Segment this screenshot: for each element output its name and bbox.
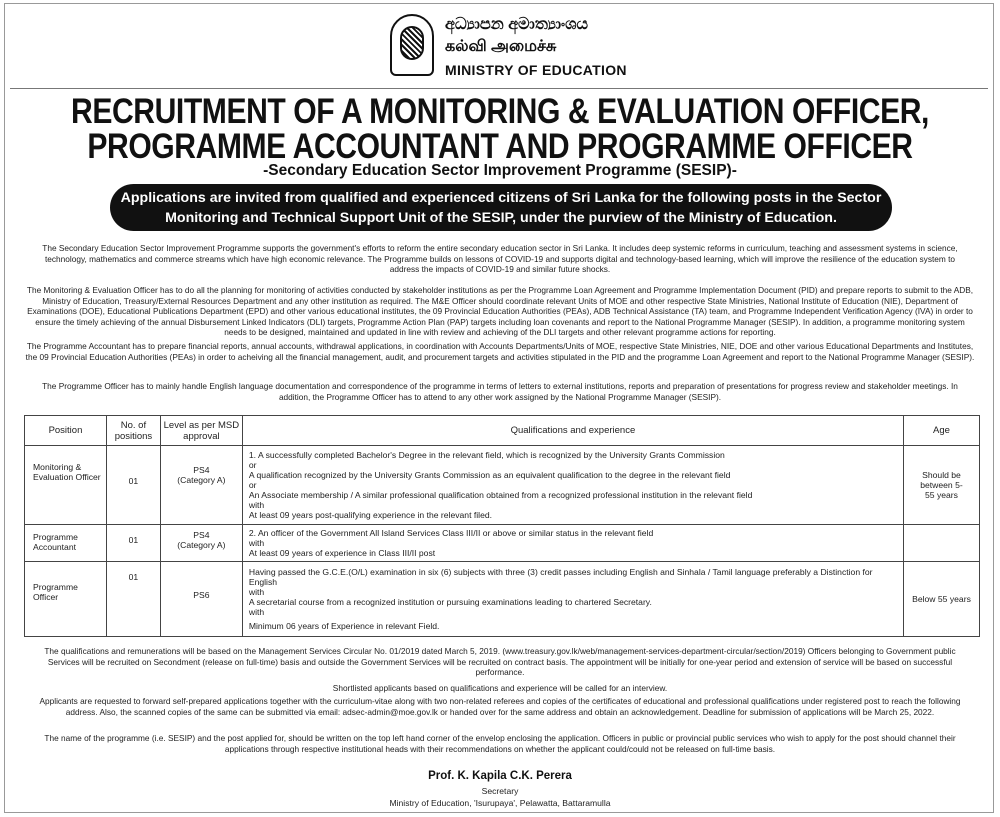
count-cell: 01 bbox=[106, 446, 160, 525]
positions-table bbox=[24, 415, 980, 637]
footer-paragraph-2: Shortlisted applicants based on qualifications and experience will be called for an interview. bbox=[332, 683, 668, 693]
count-cell: 01 bbox=[106, 562, 160, 637]
emblem-logo-icon bbox=[390, 14, 434, 76]
qualification-line: or bbox=[248, 460, 257, 470]
level-cell bbox=[160, 562, 242, 637]
level-cell bbox=[160, 525, 242, 562]
qualification-line: with bbox=[248, 587, 265, 597]
level-category: (Category A) bbox=[177, 475, 226, 485]
age-cell: Below 55 years bbox=[903, 562, 979, 637]
qualification-line: 2. An officer of the Government All Island Services Class III/II or above or similar status in the relevant field bbox=[248, 528, 654, 538]
qualification-line: 1. A successfully completed Bachelor's Degree in the relevant field, which is recognized by the University Grants Commission bbox=[248, 450, 725, 460]
qualifications-cell bbox=[242, 525, 903, 562]
header-age: Age bbox=[903, 416, 979, 446]
position-cell: Programme Officer bbox=[25, 562, 107, 637]
intro-paragraph-1: The Secondary Education Sector Improvement Programme supports the government's efforts to reform the entire secondary education sector in Sri Lanka. It includes deep systemic reforms in curriculum, teaching and assessment systems in science, technology, mathematics and commerce streams which have high economic relevance. The Programme builds on lessons of COVID-19 and supports digital and technology-based learning, which will improve the resilience of the education system to address the impacts of COVID-19 and similar future shocks. bbox=[42, 243, 958, 275]
footer-paragraph-4: The name of the programme (i.e. SESIP) and the post applied for, should be written on the top left hand corner of the envelop enclosing the application. Officers in public or provincial public services who wish to apply for the post should channel their applications through respective institutional heads with their recommendations on whether the applicant could/could not be released on full-time basis. bbox=[44, 733, 956, 754]
header-tamil: கல்வி அமைச்சு bbox=[445, 38, 557, 55]
qualifications-cell bbox=[242, 446, 903, 525]
header-divider bbox=[10, 88, 988, 89]
qualification-line: A secretarial course from a recognized institution or pursuing examinations leading to chartered Secretary. bbox=[248, 597, 652, 607]
qualification-line: At least 09 years of experience in Class III/II post bbox=[248, 548, 436, 558]
signatory-name: Prof. K. Kapila C.K. Perera bbox=[428, 770, 572, 782]
header-english: MINISTRY OF EDUCATION bbox=[445, 62, 627, 78]
footer-paragraph-1: The qualifications and remunerations will be based on the Management Services Circular No. 01/2019 dated March 5, 2019. (www.treasury.gov.lk/web/management-services-department-circular/section/2019) Officers belonging to Government public Services will be recruited on Secondment (release on full-time) basis and outside the Government Services will be recruited on contract basis. The appointment will be initially for one-year period and extension of service will be based on successful performance. bbox=[44, 646, 956, 678]
level-cell bbox=[160, 446, 242, 525]
qualification-line: Minimum 06 years of Experience in relevant Field. bbox=[248, 621, 440, 631]
qualification-line: with bbox=[248, 538, 265, 548]
qualifications-cell bbox=[242, 562, 903, 637]
ministry-header bbox=[390, 12, 630, 82]
qualification-line: with bbox=[248, 607, 265, 617]
signatory-address: Ministry of Education, 'Isurupaya', Pelawatta, Battaramulla bbox=[389, 798, 611, 808]
table-row bbox=[25, 446, 980, 525]
intro-paragraph-2: The Monitoring & Evaluation Officer has to do all the planning for monitoring of activities conducted by stakeholder institutions as per the Programme Loan Agreement and Programme Implementation Document (PID) and prepare reports to submit to the ADB, Ministry of Education, Treasury/External Resources Department and any other institution as required. The M&E Officer should coordinate relevant Units of MOE and other respective State Ministries, National Institute of Education (NIE), Department of Examinations (DOE), Educational Publications Department (EPD) and other various educational institutes, the 09 Provincial Education Authorities (PEAs), ADB Technical Assistance (TA) team, and Programme Independent Verification Agency (IVA) in order to ensure the timely achieving of the annual Disbursement Linked Indicators (DLI) targets, Programme Action Plan (PAP) targets including loan covenants and report to the National Programme Manager (SESIP). In addition, a programme monitoring system needs to be designed, maintained and updated in line with review and achieving of the DLI targets and other relevant programme actions for reporting. bbox=[26, 285, 974, 338]
qualification-line: An Associate membership / A similar professional qualification obtained from a recognized professional institution in the relevant field bbox=[248, 490, 753, 500]
age-cell: Should be between 5-55 years bbox=[903, 446, 979, 525]
title-line-1: RECRUITMENT OF A MONITORING & EVALUATION OFFICER, bbox=[71, 92, 929, 131]
table-row bbox=[25, 525, 980, 562]
invitation-banner bbox=[110, 184, 892, 231]
count-cell: 01 bbox=[106, 525, 160, 562]
banner-line-1: Applications are invited from qualified and experienced citizens of Sri Lanka for the following posts in the Sector bbox=[120, 190, 882, 206]
header-positions: No. of positions bbox=[106, 416, 160, 446]
intro-paragraph-3: The Programme Accountant has to prepare financial reports, annual accounts, withdrawal applications, in coordination with Accounts Departments/Units of MOE, respective State Ministries, NIE, DOE and other various Educational Departments and Institutes, the 09 Provincial Education Authorities (PEAs) in order to acheiving all the financial management, audit, and procurement targets and activities stipulated in the PID and the programme Loan Agreement and report to the National Programme Manager (SESIP). bbox=[25, 341, 975, 362]
signatory-title: Secretary bbox=[481, 786, 519, 796]
qualification-line: A qualification recognized by the University Grants Commission as an equivalent qualification to the degree in the relevant field bbox=[248, 470, 731, 480]
banner-line-2: Monitoring and Technical Support Unit of the SESIP, under the purview of the Ministry of Education. bbox=[165, 210, 837, 226]
table-header-row bbox=[25, 416, 980, 446]
footer-paragraph-3: Applicants are requested to forward self-prepared applications together with the curriculum-vitae along with two non-related referees and copies of the certificates of educational and professional qualifications under registered post to reach the following address. Also, the scanned copies of the same can be submitted via email: adsec-admin@moe.gov.lk or handed over for the same address and obtain an acknowledgement. Deadline for submission of applications will be March 25, 2022. bbox=[39, 696, 961, 717]
level-category: (Category A) bbox=[177, 540, 226, 550]
qualification-line: with bbox=[248, 500, 265, 510]
header-sinhala: අධ්‍යාපන අමාත්‍යාංශය bbox=[445, 16, 589, 33]
qualification-line: or bbox=[248, 480, 257, 490]
intro-paragraph-4: The Programme Officer has to mainly handle English language documentation and correspondence of the programme in terms of letters to external institutions, reports and preparation of presentations for progress review and stakeholder meetings. In addition, the Programme Officer has to attend to any other work assigned by the National Programme Manager (SESIP). bbox=[42, 381, 958, 402]
level-grade: PS4 bbox=[193, 465, 210, 475]
level-grade: PS6 bbox=[193, 590, 210, 600]
header-level: Level as per MSD approval bbox=[160, 416, 242, 446]
position-cell: Monitoring & Evaluation Officer bbox=[25, 446, 107, 525]
age-cell bbox=[903, 525, 979, 562]
position-cell: Programme Accountant bbox=[25, 525, 107, 562]
qualification-line: Having passed the G.C.E.(O/L) examination in six (6) subjects with three (3) credit passes including English and Sinhala / Tamil language preferably a Distinction for English bbox=[248, 567, 873, 587]
table-row bbox=[25, 562, 980, 637]
title-line-2: PROGRAMME ACCOUNTANT AND PROGRAMME OFFICER bbox=[87, 127, 913, 166]
subtitle: -Secondary Education Sector Improvement Programme (SESIP)- bbox=[263, 162, 737, 179]
qualification-line: At least 09 years post-qualifying experience in the relevant filed. bbox=[248, 510, 493, 520]
header-position: Position bbox=[25, 416, 107, 446]
header-qualifications: Qualifications and experience bbox=[242, 416, 903, 446]
level-grade: PS4 bbox=[193, 530, 210, 540]
